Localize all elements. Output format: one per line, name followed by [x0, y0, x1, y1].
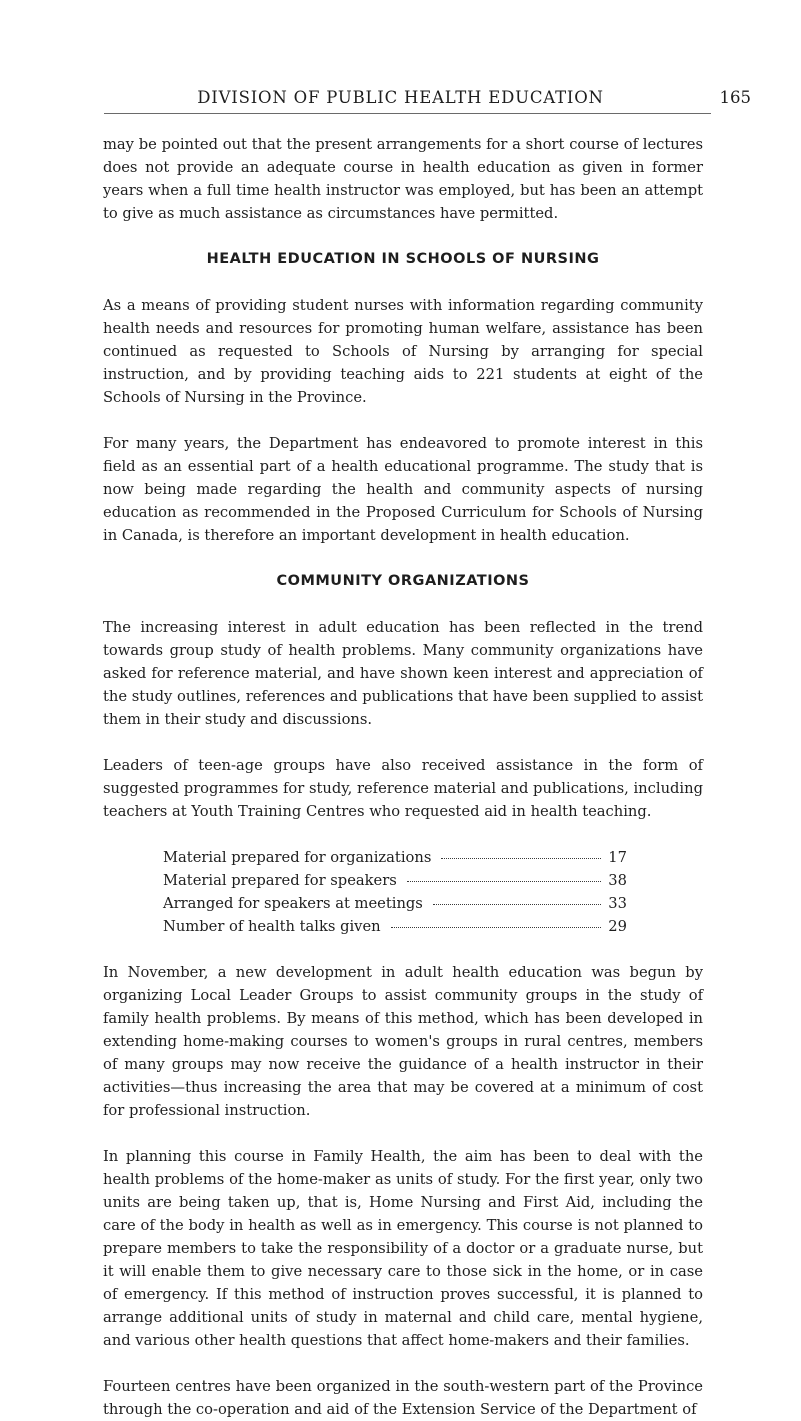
statistics-row [163, 846, 627, 869]
paragraph: The increasing interest in adult education has been reflected in the trend towards group study of health problems. Many community organizations have asked for reference material, and have shown keen interest and appreciation of the study outlines, references and publications that have been supplied to assist them in their study and discussions. [103, 619, 703, 728]
dot-leader [433, 904, 601, 905]
statistics-row [163, 915, 627, 938]
dot-leader [441, 858, 601, 859]
running-title: DIVISION OF PUBLIC HEALTH EDUCATION [197, 88, 604, 107]
statistics-row [163, 892, 627, 915]
statistics-list [163, 846, 627, 938]
paragraph: In planning this course in Family Health, the aim has been to deal with the health problems of the home-maker as units of study. For the first year, only two units are being taken up, that is, Home Nursing and First Aid, including the care of the body in health as well as in emergency. This course is not planned to prepare members to take the responsibility of a doctor or a graduate nurse, but it will enable them to give necessary care to those sick in the home, or in case of emergency. If this method of instruction proves successful, it is planned to arrange additional units of study in maternal and child care, mental hygiene, and various other health questions that affect home-makers and their families. [103, 1148, 703, 1349]
paragraph: In November, a new development in adult health education was begun by organizing Local Leader Groups to assist community groups in the study of family health problems. By means of this method, which has been developed in extending home-making courses to women's groups in rural centres, members of many groups may now receive the guidance of a health instructor in their activities—thus increasing the area that may be covered at a minimum of cost for professional instruction. [103, 964, 703, 1119]
paragraph: Leaders of teen-age groups have also received assistance in the form of suggested programmes for study, reference material and publications, including teachers at Youth Training Centres who requested aid in health teaching. [103, 757, 703, 820]
section-heading-nursing: HEALTH EDUCATION IN SCHOOLS OF NURSING [206, 251, 600, 267]
statistic-value: 33 [608, 895, 627, 912]
page-number: 165 [719, 88, 751, 107]
statistic-label: Material prepared for organizations [163, 849, 432, 866]
statistic-label: Arranged for speakers at meetings [163, 895, 423, 912]
statistic-label: Number of health talks given [163, 918, 381, 935]
statistic-label: Material prepared for speakers [163, 872, 397, 889]
section-heading-community: COMMUNITY ORGANIZATIONS [276, 573, 530, 589]
paragraph: For many years, the Department has endeavored to promote interest in this field as an essential part of a health educational programme. The study that is now being made regarding the health and community aspects of nursing education as recommended in the Proposed Curriculum for Schools of Nursing in Canada, is therefore an important development in health education. [103, 435, 703, 544]
statistic-value: 17 [608, 849, 627, 866]
paragraph: Fourteen centres have been organized in the south-western part of the Province through the co-operation and aid of the Extension Service of the Department of [103, 1378, 703, 1418]
dot-leader [407, 881, 601, 882]
body-text [103, 133, 703, 1421]
paragraph: As a means of providing student nurses with information regarding community health needs and resources for promoting human welfare, assistance has been continued as requested to Schools of Nursing by arranging for special instruction, and by providing teaching aids to 221 students at eight of the Schools of Nursing in the Province. [103, 297, 703, 406]
statistic-value: 38 [608, 872, 627, 889]
header-rule [104, 113, 711, 114]
statistic-value: 29 [608, 918, 627, 935]
paragraph: may be pointed out that the present arrangements for a short course of lectures does not provide an adequate course in health education as given in former years when a full time health instructor was employed, but has been an attempt to give as much assistance as circumstances have permitted. [103, 136, 703, 222]
page-header [40, 88, 761, 118]
statistics-row [163, 869, 627, 892]
dot-leader [391, 927, 601, 928]
